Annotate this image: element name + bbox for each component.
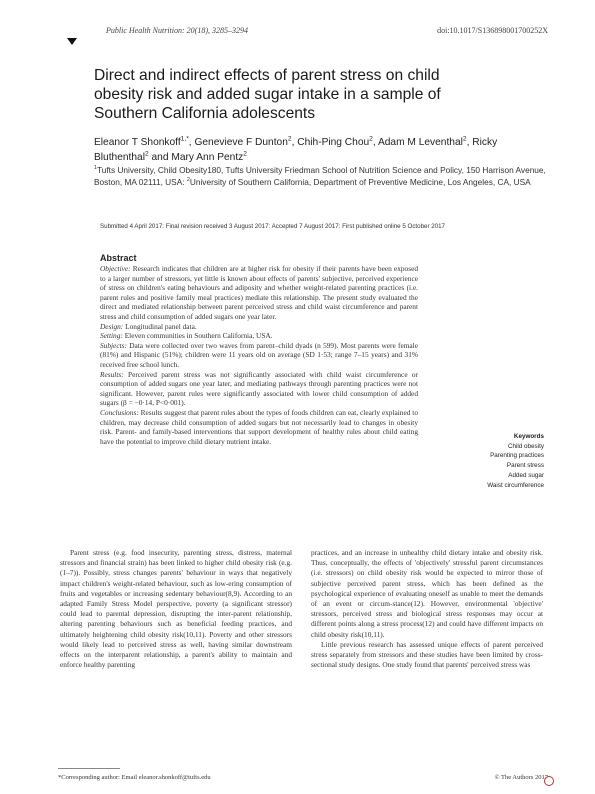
body-column-right <box>311 548 543 670</box>
author-list: Eleanor T Shonkoff$^{1,*}$, Genevieve F Dunton$^2$, Chih-Ping Chou$^2$, Adam M Leventhal$^2$, Ricky Bluthenthal$^2$ and Mary Ann Pentz$^2$ <box>94 135 498 163</box>
journal-citation: Public Health Nutrition: 20(18), 3285–3294 <box>106 26 248 35</box>
corner-triangle-icon <box>67 38 77 45</box>
abstract-heading: Abstract <box>100 253 137 263</box>
affiliations: $^1$Tufts University, Child Obesity180, Tufts University Friedman School of Nutrition Science and Policy, 150 Harrison Avenue, Boston, MA 02111, USA: $^2$University of Southern California, Department of Preventive Medicine, Los Angeles, CA, USA <box>94 165 546 188</box>
article-title: Direct and indirect effects of parent stress on child obesity risk and added sugar intake in a sample of Southern California adolescents <box>94 67 441 122</box>
corresponding-author-footnote: *Corresponding author: Email eleanor.shonkoff@tufts.edu <box>58 774 211 781</box>
body-paragraph: Parent stress (e.g. food insecurity, parenting stress, distress, maternal stressors and financial strain) has been linked to higher child obesity risk (e.g. (1–7)). Possibly, stress changes parents' behaviour in ways that negatively impact children's weight-related behaviour, such as low-ering consumption of fruits and vegetables or increasing sedentary behaviour(8,9). According to an adapted Family Stress Model perspective, poverty (a significant stressor) could lead to parental depression, disrupting the inter-parent relationship, altering parenting behaviours such as beneficial feeding practices, and ultimately heightening child obesity risk(10,11). Poverty and other stressors would likely lead to perceived stress as well, having similar downstream effects on the interparent relationship, a parent's ability to maintain and enforce healthy parenting <box>60 548 292 670</box>
copyright-notice: © The Authors 2017 <box>494 774 548 781</box>
body-paragraph: Little previous research has assessed unique effects of parent perceived stress separately from stressors and these studies have been limited by cross-sectional study designs. One study found that parents' perceived stress was <box>311 639 543 670</box>
abstract-subjects: Subjects: Data were collected over two waves from parent–child dyads (n 599). Most parents were female (81%) and Hispanic (51%); children were 11 years old on average (SD 1·53; range 7–15 years) and 31% received free school lunch. <box>100 340 418 369</box>
keyword-item[interactable]: Parenting practices <box>490 452 544 460</box>
abstract-body <box>100 264 418 446</box>
submission-dates: Submitted 4 April 2017: Final revision received 3 August 2017: Accepted 7 August 2017: First published online 5 October 2017 <box>100 223 445 230</box>
body-paragraph: practices, and an increase in unhealthy child dietary intake and obesity risk. Thus, conceptually, the effects of 'objectively' stressful parent circumstances (i.e. stressors) on child obesity risk would be expected to mirror those of subjective perceived parent stress, which has been defined as the psychological experience of evaluating oneself as unable to meet the demands of an event or circum-stance(12). However, environmental 'objective' stressors, perceived stress and biological stress responses may occur at different points along a stress process(12) and could have different impacts on child obesity risk(10,11). <box>311 548 543 639</box>
keyword-item[interactable]: Waist circumference <box>487 481 544 489</box>
abstract <box>100 253 544 446</box>
keyword-item[interactable]: Child obesity <box>507 442 544 450</box>
abstract-objective: Objective: Research indicates that children are at higher risk for obesity if their parents have been exposed to a larger number of stressors, yet little is known about effects of parents' subjective, perceived experience of stress on children's eating behaviours and adiposity and whether weight-related parenting practices (i.e. parent rules and positive family meal practices) mediate this relationship. The present study evaluated the direct and mediated relationship between parent perceived stress and child waist circumference and parent stress and child consumption of added sugars one year later. <box>100 264 418 321</box>
abstract-results: Results: Perceived parent stress was not significantly associated with child waist circumference or consumption of added sugars one year later, and mediating pathways through parenting practices were not significant. However, parent rules were significantly associated with lower child consumption of added sugars (β = −0·14, P<0·001). <box>100 369 418 408</box>
abstract-setting: Setting: Eleven communities in Southern California, USA. <box>100 331 273 341</box>
crossmark-icon[interactable] <box>544 776 554 786</box>
keywords-heading: Keywords <box>513 433 544 440</box>
keywords-box <box>487 432 544 490</box>
keyword-item[interactable]: Added sugar <box>508 471 544 479</box>
footnote-divider <box>58 768 120 769</box>
body-column-left <box>60 548 292 670</box>
abstract-conclusions: Conclusions: Results suggest that parent rules about the types of foods children can eat, clearly explained to children, may decrease child consumption of added sugars but not necessarily lead to changes in obesity risk. Parent- and family-based interventions that support development of healthy rules about child eating have the potential to improve child dietary nutrient intake. <box>100 407 418 446</box>
doi[interactable]: doi:10.1017/S136898001700252X <box>437 26 548 35</box>
abstract-design: Design: Longitudinal panel data. <box>100 321 197 331</box>
keyword-item[interactable]: Parent stress <box>506 462 544 470</box>
